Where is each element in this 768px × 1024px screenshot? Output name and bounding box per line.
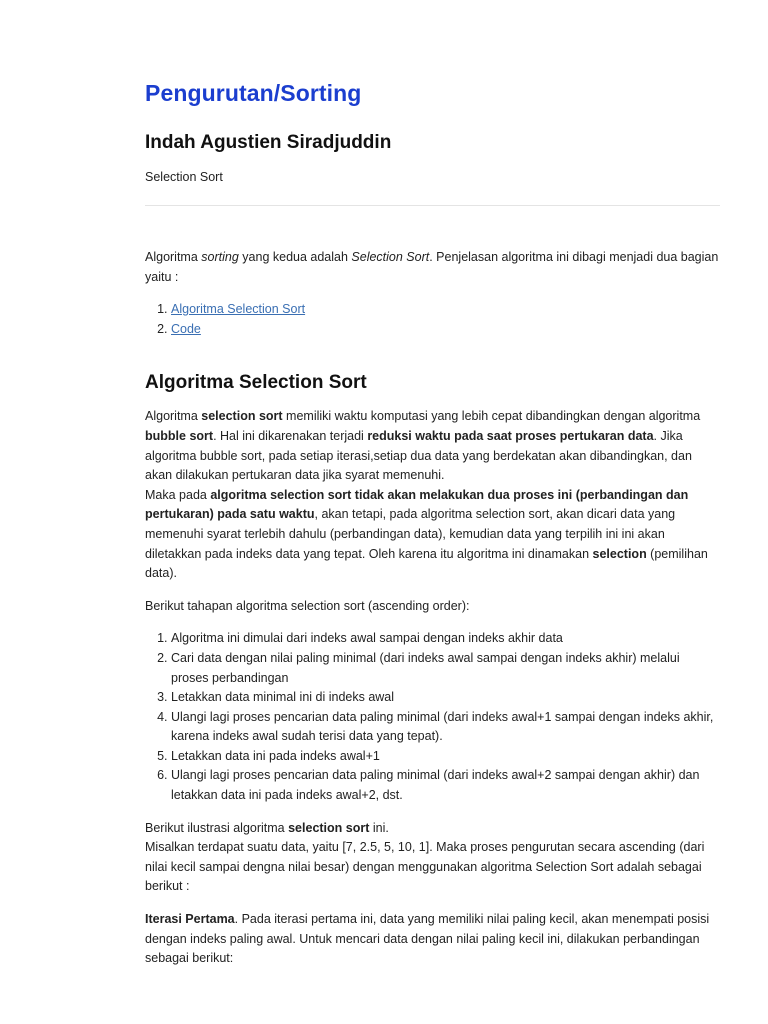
bold-text: selection sort	[201, 409, 283, 424]
intro-text: yang kedua adalah	[238, 250, 352, 264]
step-item: 4. Ulangi lagi proses pencarian data paling minimal (dari indeks awal+1 sampai dengan indeks akhir, karena indeks awal sudah terisi data yang tepat).	[171, 708, 720, 747]
step-item: 1. Algoritma ini dimulai dari indeks awal sampai dengan indeks akhir data	[171, 629, 720, 649]
step-item: 2. Cari data dengan nilai paling minimal (dari indeks awal sampai dengan indeks akhir) melalui proses perbandingan	[171, 649, 720, 688]
toc-link-code[interactable]: Code	[171, 321, 201, 336]
body-text: , akan tetapi, pada algoritma selection sort, akan dicari data yang memenuhi syarat terlebih dahulu (perbandingan data), kemudian data yang terpilih ini ini akan diletakkan pada indeks data yang tepat. Oleh karena itu algoritma ini dinamakan	[145, 507, 676, 561]
intro-emphasis: sorting	[201, 250, 239, 264]
bold-text: selection	[592, 546, 647, 561]
intro-text: Algoritma	[145, 250, 202, 264]
body-text: memiliki waktu komputasi yang lebih cepat dibandingkan dengan algoritma	[282, 409, 701, 424]
toc-link-algoritma[interactable]: Algoritma Selection Sort	[171, 302, 306, 317]
bold-text: algoritma selection sort tidak akan melakukan dua proses ini (perbandingan dan pertukaran) pada satu waktu	[145, 487, 689, 522]
toc-item	[171, 320, 720, 340]
body-text: . Jika algoritma bubble sort, pada setiap iterasi,setiap dua data yang berdekatan akan dibandingkan, dan akan dilakukan pertukaran data jika syarat memenuhi.	[145, 428, 692, 483]
bold-text: bubble sort	[145, 428, 214, 443]
bold-text: reduksi waktu pada saat proses pertukaran data	[367, 428, 654, 443]
body-text: Misalkan terdapat suatu data, yaitu [7, 2.5, 5, 10, 1]. Maka proses pengurutan secara ascending (dari nilai kecil sampai dengna nilai besar) dengan menggunakan algoritma Selection Sort adalah sebagai berikut :	[145, 840, 705, 894]
illustration-paragraph	[145, 819, 720, 897]
bold-text: selection sort	[288, 820, 370, 835]
steps-intro: Berikut tahapan algoritma selection sort (ascending order):	[145, 598, 470, 613]
body-text: (pemilihan data).	[145, 546, 708, 581]
steps-list	[145, 629, 720, 805]
page-title: Pengurutan/Sorting	[145, 80, 362, 106]
table-of-contents	[145, 300, 720, 339]
body-text: . Pada iterasi pertama ini, data yang memiliki nilai paling kecil, akan menempati posisi dengan indeks paling awal. Untuk mencari data dengan nilai paling kecil ini, dilakukan perbandingan sebagai berikut:	[145, 912, 710, 966]
iteration-paragraph	[145, 910, 720, 969]
body-text: ini.	[369, 820, 389, 835]
bold-text: Iterasi Pertama	[145, 912, 235, 927]
body-text: Berikut ilustrasi algoritma	[145, 820, 289, 835]
section-heading: Algoritma Selection Sort	[145, 372, 367, 394]
author-name: Indah Agustien Siradjuddin	[145, 132, 392, 153]
step-item: 3. Letakkan data minimal ini di indeks awal	[171, 688, 720, 708]
toc-item	[171, 300, 720, 320]
body-text: . Hal ini dikarenakan terjadi	[213, 428, 368, 443]
body-text: Maka pada	[145, 487, 211, 502]
description-paragraph	[145, 407, 720, 583]
step-item: 6. Ulangi lagi proses pencarian data paling minimal (dari indeks awal+2 sampai dengan akhir) dan letakkan data ini pada indeks awal+2, dst.	[171, 766, 720, 805]
article-body	[145, 248, 720, 982]
intro-text: . Penjelasan algoritma ini dibagi menjadi dua bagian yaitu :	[145, 250, 719, 284]
step-item: 5. Letakkan data ini pada indeks awal+1	[171, 747, 720, 767]
header-divider	[145, 205, 720, 206]
intro-paragraph	[145, 248, 720, 287]
body-text: Algoritma	[145, 409, 202, 424]
document-subtitle: Selection Sort	[145, 170, 223, 184]
intro-emphasis: Selection Sort	[351, 250, 430, 264]
